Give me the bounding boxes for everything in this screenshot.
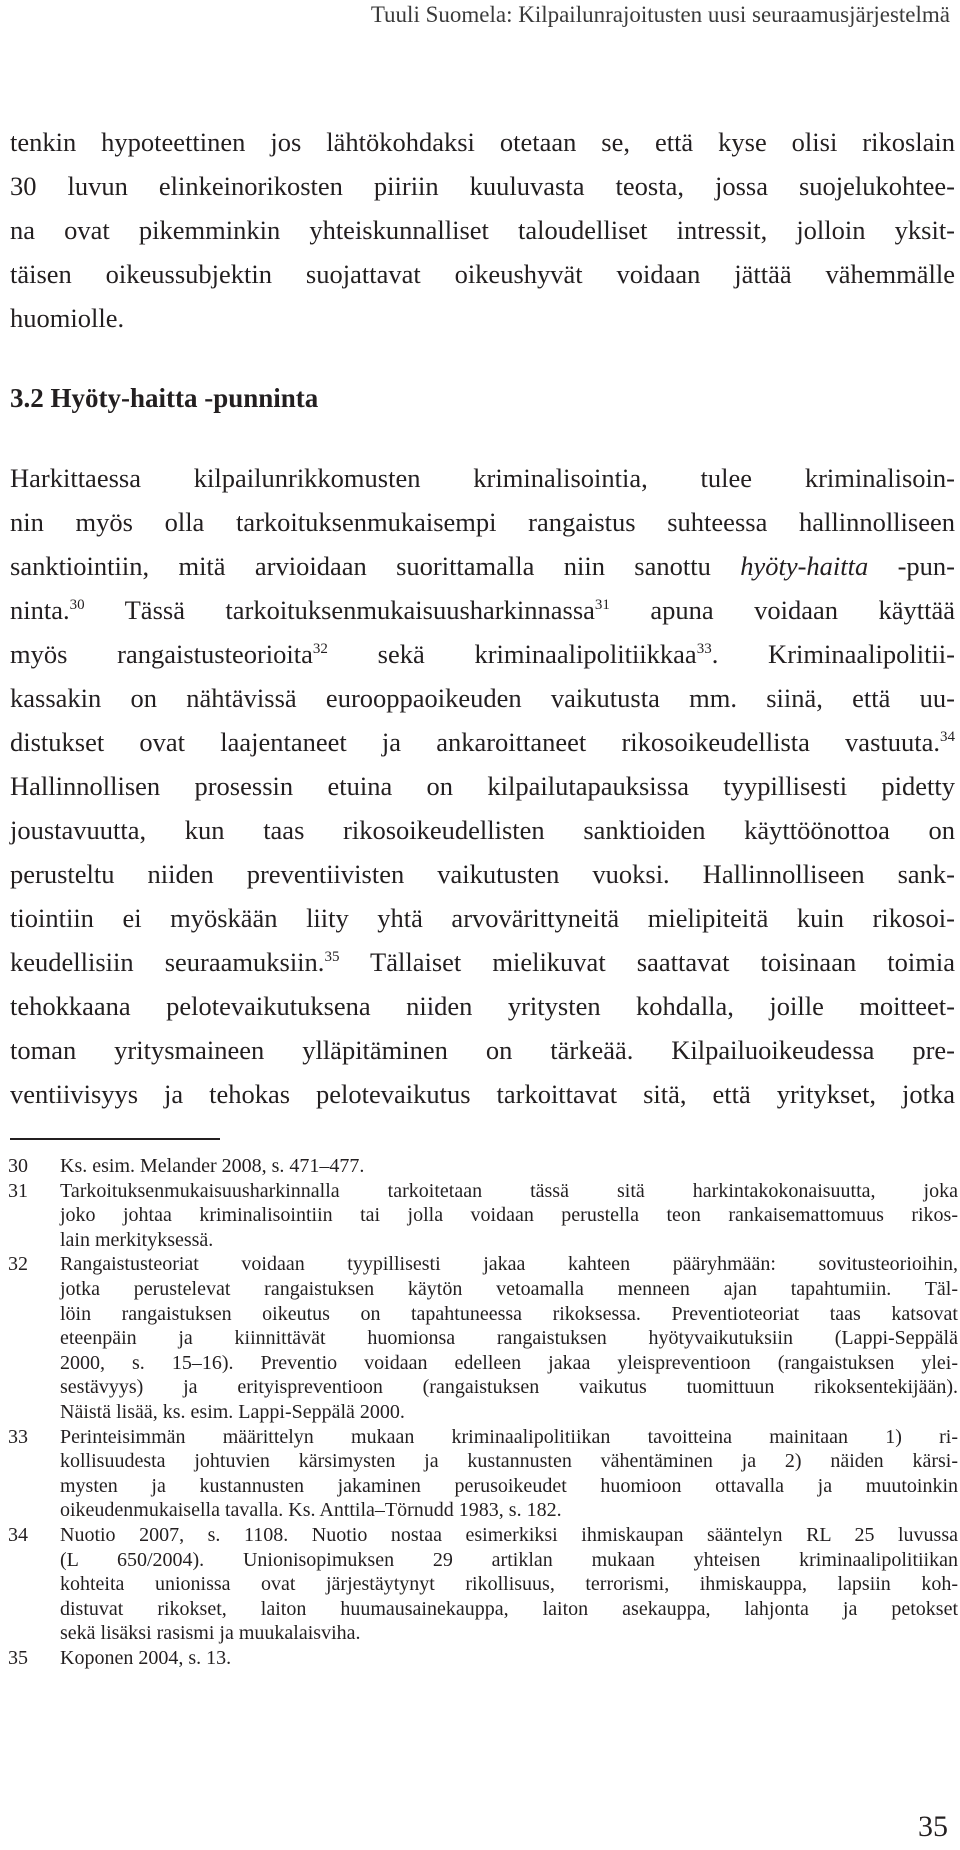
text-run: sanktiointiin, mitä arvioidaan suorittamalla niin sanottu bbox=[10, 551, 741, 581]
footnote-number: 31 bbox=[8, 1179, 28, 1202]
body-line: toman yritysmaineen ylläpitäminen on tärkeää. Kilpailuoikeudessa pre- bbox=[10, 1035, 955, 1065]
paragraph-intro bbox=[10, 120, 955, 340]
text-run: myös rangaistusteorioita bbox=[10, 639, 313, 669]
footnote-line: kohteita unionissa ovat järjestäytynyt rikollisuus, terrorismi, ihmiskauppa, lapsiin koh- bbox=[60, 1573, 958, 1596]
footnote-number: 32 bbox=[8, 1253, 28, 1276]
footnote-line: eteenpäin ja kiinnittävät huomionsa rangaistuksen hyötyvaikutuksiin (Lappi-Seppälä bbox=[60, 1327, 958, 1350]
footnote-line: Tarkoituksenmukaisuusharkinnalla tarkoitetaan tässä sitä harkintakokonaisuutta, joka bbox=[60, 1179, 958, 1202]
footnote-ref-31[interactable]: 31 bbox=[594, 597, 610, 613]
footnote-30 bbox=[8, 1154, 958, 1179]
footnote-text bbox=[60, 1252, 958, 1424]
footnote-text bbox=[60, 1425, 958, 1523]
body-line: Hallinnollisen prosessin etuina on kilpailutapauksissa tyypillisesti pidetty bbox=[10, 771, 955, 801]
footnote-32 bbox=[8, 1252, 958, 1424]
text-run: Tässä tarkoituksenmukaisuusharkinnassa bbox=[84, 595, 595, 625]
body-line: tehokkaana pelotevaikutuksena niiden yritysten kohdalla, joille moitteet- bbox=[10, 991, 955, 1021]
footnote-ref-34[interactable]: 34 bbox=[940, 729, 955, 745]
text-run: . Kriminaalipolitii- bbox=[711, 639, 955, 669]
text-run: Tällaiset mielikuvat saattavat toisinaan toimia bbox=[339, 947, 955, 977]
footnote-line: jotka perustelevat rangaistuksen käytön vetoamalla menneen ajan tapahtumiin. Täl- bbox=[60, 1277, 958, 1300]
footnote-line: Perinteisimmän määrittelyn mukaan kriminaalipolitiikan tavoitteina mainitaan 1) ri- bbox=[60, 1425, 958, 1448]
section-heading: 3.2 Hyöty-haitta -punninta bbox=[10, 383, 319, 413]
body-line: Harkittaessa kilpailunrikkomusten kriminalisointia, tulee kriminalisoin- bbox=[10, 463, 955, 493]
footnote-line: lain merkityksessä. bbox=[60, 1228, 214, 1251]
footnote-line: distuvat rikokset, laiton huumausainekauppa, laiton asekauppa, lahjonta ja petokset bbox=[60, 1597, 958, 1620]
footnote-number: 33 bbox=[8, 1425, 28, 1448]
body-line: na ovat pikemminkin yhteiskunnalliset taloudelliset intressit, jolloin yksit- bbox=[10, 215, 955, 245]
footnote-line: löin rangaistuksen oikeutus on tapahtuneessa rikoksessa. Preventioteoriat taas katsovat bbox=[60, 1302, 958, 1325]
footnote-line: Näistä lisää, ks. esim. Lappi-Seppälä 2000. bbox=[60, 1400, 405, 1423]
body-line: 30 luvun elinkeinorikosten piiriin kuuluvasta teosta, jossa suojelukohtee- bbox=[10, 171, 955, 201]
footnote-ref-32[interactable]: 32 bbox=[312, 641, 328, 657]
text-run: -pun- bbox=[868, 551, 955, 581]
footnote-line: joko johtaa kriminalisointiin tai jolla voidaan perustella teon rankaisemattomuus rikos- bbox=[60, 1204, 958, 1227]
footnote-line: Ks. esim. Melander 2008, s. 471–477. bbox=[60, 1155, 365, 1177]
footnote-33 bbox=[8, 1425, 958, 1523]
body-line bbox=[10, 720, 955, 764]
text-run: keudellisiin seuraamuksiin. bbox=[10, 947, 325, 977]
footnote-ref-33[interactable]: 33 bbox=[696, 641, 712, 657]
footnote-line: Koponen 2004, s. 13. bbox=[60, 1646, 232, 1669]
text-run: ninta. bbox=[10, 595, 70, 625]
footnote-line: (L 650/2004). Unionisopimuksen 29 artiklan mukaan yhteisen kriminaalipolitiikan bbox=[60, 1548, 958, 1571]
body-line: ventiivisyys ja tehokas pelotevaikutus tarkoittavat sitä, että yritykset, jotka bbox=[10, 1079, 955, 1109]
body-line: perusteltu niiden preventiivisten vaikutusten vuoksi. Hallinnolliseen sank- bbox=[10, 859, 955, 889]
footnote-line: oikeudenmukaisella tavalla. Ks. Anttila–Törnudd 1983, s. 182. bbox=[60, 1499, 562, 1522]
footnote-text bbox=[60, 1154, 958, 1179]
body-line bbox=[10, 940, 955, 984]
body-line: huomiolle. bbox=[10, 303, 125, 333]
footnotes bbox=[8, 1154, 958, 1670]
footnote-line: 2000, s. 15–16). Preventio voidaan edelleen jakaa yleispreventioon (rangaistuksen ylei- bbox=[60, 1351, 958, 1374]
body-line: nin myös olla tarkoituksenmukaisempi rangaistus suhteessa hallinnolliseen bbox=[10, 507, 955, 537]
italic-term: hyöty-haitta bbox=[740, 551, 869, 581]
body-line bbox=[10, 588, 955, 632]
footnote-line: sekä lisäksi rasismi ja muukalaisviha. bbox=[60, 1622, 361, 1645]
footnote-line: Nuotio 2007, s. 1108. Nuotio nostaa esimerkiksi ihmiskaupan sääntelyn RL 25 luvussa bbox=[60, 1523, 958, 1546]
body-line: täisen oikeussubjektin suojattavat oikeushyvät voidaan jättää vähemmälle bbox=[10, 259, 955, 289]
footnote-divider bbox=[10, 1138, 220, 1140]
body-line bbox=[10, 632, 955, 676]
footnote-number: 30 bbox=[8, 1155, 28, 1177]
body-line bbox=[10, 544, 955, 588]
body-line: joustavuutta, kun taas rikosoikeudellisten sanktioiden käyttöönottoa on bbox=[10, 815, 955, 845]
running-header: Tuuli Suomela: Kilpailunrajoitusten uusi seuraamusjärjestelmä bbox=[370, 2, 950, 27]
footnote-line: mysten ja kustannusten jakaminen perusoikeudet huomioon ottavalla ja muutoinkin bbox=[60, 1474, 958, 1497]
footnote-line: kollisuudesta johtuvien kärsimysten ja kustannusten vähentäminen ja 2) näiden kärsi- bbox=[60, 1450, 958, 1473]
footnote-line: sestävyys) ja erityispreventioon (rangaistuksen vaikutus tuomittuun rikoksentekijään). bbox=[60, 1376, 958, 1399]
footnote-number: 34 bbox=[8, 1523, 28, 1546]
footnote-text bbox=[60, 1179, 958, 1253]
footnote-ref-35[interactable]: 35 bbox=[324, 949, 340, 965]
footnote-35 bbox=[8, 1646, 958, 1671]
footnote-ref-30[interactable]: 30 bbox=[69, 597, 85, 613]
text-run: sekä kriminaalipolitiikkaa bbox=[327, 639, 697, 669]
text-run: distukset ovat laajentaneet ja ankaroittaneet rikosoikeudellista vastuuta. bbox=[10, 727, 940, 757]
body-line: tiointiin ei myöskään liity yhtä arvovärittyneitä mielipiteitä kuin rikosoi- bbox=[10, 903, 955, 933]
footnote-line: Rangaistusteoriat voidaan tyypillisesti jakaa kahteen pääryhmään: sovitusteorioihin, bbox=[60, 1253, 958, 1276]
footnote-text bbox=[60, 1646, 958, 1671]
page-number: 35 bbox=[918, 1810, 948, 1843]
footnote-31 bbox=[8, 1179, 958, 1253]
footnote-text bbox=[60, 1523, 958, 1646]
footnote-number: 35 bbox=[8, 1646, 28, 1669]
text-run: apuna voidaan käyttää bbox=[609, 595, 956, 625]
paragraph-main bbox=[10, 456, 955, 1116]
body-line: tenkin hypoteettinen jos lähtökohdaksi otetaan se, että kyse olisi rikoslain bbox=[10, 127, 955, 157]
body-line: kassakin on nähtävissä eurooppaoikeuden vaikutusta mm. siinä, että uu- bbox=[10, 683, 955, 713]
footnote-34 bbox=[8, 1523, 958, 1646]
